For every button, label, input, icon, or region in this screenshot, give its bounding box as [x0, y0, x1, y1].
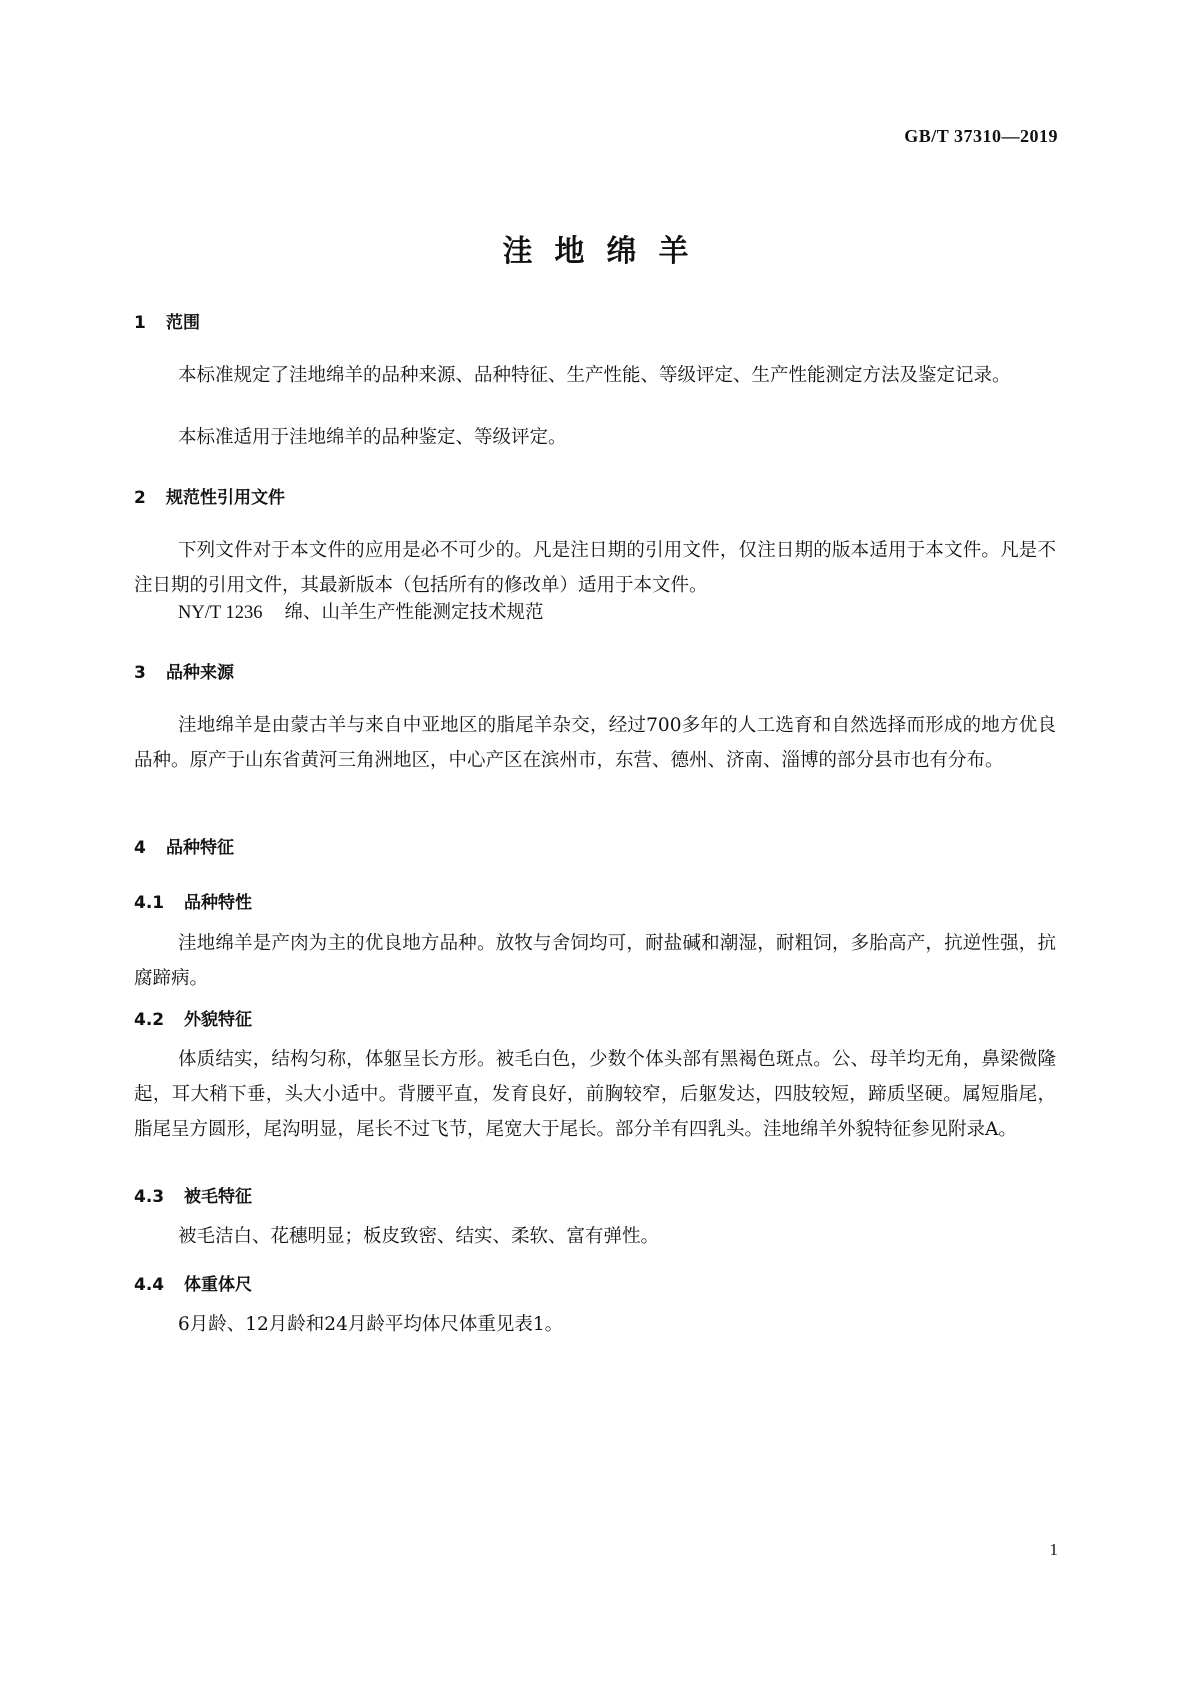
section-3-heading [134, 658, 234, 683]
section-number: 4.2 [134, 1010, 165, 1030]
section-1-paragraph-2: 本标准适用于洼地绵羊的品种鉴定、等级评定。 [178, 427, 567, 448]
section-4-heading [134, 833, 234, 858]
section-title: 品种特征 [166, 838, 234, 858]
section-2-paragraph-1: 下列文件对于本文件的应用是必不可少的。凡是注日期的引用文件，仅注日期的版本适用于本文件。凡是不注日期的引用文件，其最新版本（包括所有的修改单）适用于本文件。 [134, 540, 1056, 596]
standard-code: GB/T 37310—2019 [904, 126, 1058, 146]
section-4-2-heading [134, 1005, 252, 1030]
reference-title: 绵、山羊生产性能测定技术规范 [284, 602, 544, 623]
section-title: 规范性引用文件 [166, 488, 285, 508]
section-2-heading [134, 483, 285, 508]
section-title: 范围 [166, 313, 200, 333]
section-title: 品种来源 [166, 663, 234, 683]
section-4-1-paragraph-1: 洼地绵羊是产肉为主的优良地方品种。放牧与舍饲均可，耐盐碱和潮湿，耐粗饲，多胎高产，抗逆性强，抗腐蹄病。 [134, 933, 1056, 989]
section-4-1-heading [134, 888, 252, 913]
section-number: 4.4 [134, 1275, 165, 1295]
normative-reference [178, 595, 543, 631]
section-number: 3 [134, 663, 146, 683]
section-4-4-heading [134, 1270, 252, 1295]
section-number: 2 [134, 488, 146, 508]
section-4-4-paragraph-1: 6月龄、12月龄和24月龄平均体尺体重见表1。 [178, 1314, 564, 1335]
section-1-heading [134, 308, 200, 333]
document-title: 洼地绵羊 [502, 234, 711, 269]
section-number: 1 [134, 313, 146, 333]
section-4-2-paragraph-1: 体质结实，结构匀称，体躯呈长方形。被毛白色，少数个体头部有黑褐色斑点。公、母羊均无角，鼻梁微隆起，耳大稍下垂，头大小适中。背腰平直，发育良好，前胸较窄，后躯发达，四肢较短，蹄质坚硬。属短脂尾，脂尾呈方圆形，尾沟明显，尾长不过飞节，尾宽大于尾长。部分羊有四乳头。洼地绵羊外貌特征参见附录A。 [134, 1049, 1056, 1140]
page-number: 1 [1049, 1540, 1058, 1559]
section-number: 4.3 [134, 1187, 165, 1207]
section-number: 4.1 [134, 893, 165, 913]
section-1-paragraph-1: 本标准规定了洼地绵羊的品种来源、品种特征、生产性能、等级评定、生产性能测定方法及鉴定记录。 [178, 365, 1011, 386]
section-3-paragraph-1: 洼地绵羊是由蒙古羊与来自中亚地区的脂尾羊杂交，经过700多年的人工选育和自然选择而形成的地方优良品种。原产于山东省黄河三角洲地区，中心产区在滨州市，东营、德州、济南、淄博的部分县市也有分布。 [134, 715, 1056, 771]
section-title: 外貌特征 [184, 1010, 252, 1030]
section-title: 体重体尺 [184, 1275, 252, 1295]
section-title: 被毛特征 [184, 1187, 252, 1207]
section-title: 品种特性 [184, 893, 252, 913]
section-number: 4 [134, 838, 146, 858]
section-4-3-heading [134, 1182, 252, 1207]
reference-code: NY/T 1236 [178, 603, 263, 623]
section-4-3-paragraph-1: 被毛洁白、花穗明显；板皮致密、结实、柔软、富有弹性。 [178, 1226, 660, 1247]
